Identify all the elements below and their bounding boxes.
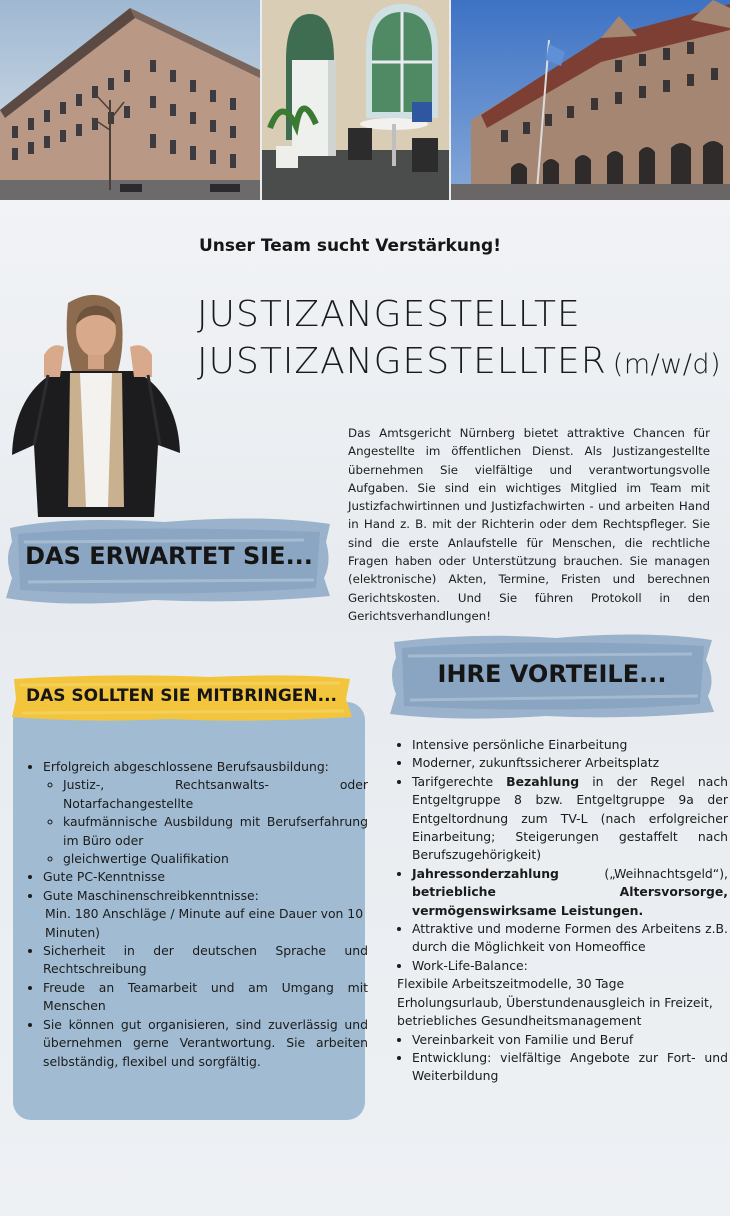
list-item: ◦ kaufmännische Ausbildung mit Berufserfahrung im Büro oder: [63, 813, 368, 850]
benefit-worklife: Work-Life-Balance:: [412, 957, 528, 973]
list-item: • Attraktive und moderne Formen des Arbeitens z.B. durch die Möglichkeit von Homeoffice: [412, 920, 728, 957]
expect-title: DAS ERWARTET SIE...: [25, 542, 313, 570]
benefits-banner: [386, 630, 718, 722]
list-item: [397, 957, 728, 1031]
benefit-text: in der Regel nach Entgeltgruppe 8 bzw. Entgeltgruppe 9a der Entgeltordnung zum TV-L (nach erfolgreicher Einarbeitung; Steigerungen gestaffelt nach Berufszugehörigkeit): [412, 773, 728, 863]
list-item: [43, 758, 368, 868]
benefit-text: („Weihnachtsgeld“),: [558, 865, 728, 881]
benefit-emphasis: Bezahlung: [506, 773, 580, 789]
intro-paragraph: Das Amtsgericht Nürnberg bietet attraktive Chancen für Angestellte im öffentlichen Dienst. Als Justizangestellte übernehmen Sie vielfältige und verantwortungsvolle Aufgaben. Sie sind ein wichtiges Mitglied im Team mit Justizfachwirtinnen und Justizfachwirten - und arbeiten Hand in Hand z. B. mit der Richterin oder dem Rechtspfleger. Sie sind die erste Anlaufstelle für Menschen, die rechtliche Fragen haben oder Unterstützung brauchen. Sie managen (elektronische) Akten, Termine, Fristen und berechnen Gerichtskosten. Und Sie führen Protokoll in den Gerichtsverhandlungen!: [348, 426, 710, 623]
requirements-list: [26, 758, 368, 1071]
list-item: • Entwicklung: vielfältige Angebote zur Fort- und Weiterbildung: [412, 1049, 728, 1086]
benefit-emphasis: betriebliche Altersvorsorge, vermögenswirksame Leistungen.: [412, 884, 728, 918]
job-title-line1: JUSTIZANGESTELLTE: [197, 294, 581, 335]
building-exterior-photo: [0, 0, 260, 200]
benefit-emphasis: Jahressonderzahlung: [412, 865, 559, 881]
employee-portrait: [8, 285, 186, 517]
list-item: [412, 865, 728, 920]
list-item: • Moderner, zukunftssicherer Arbeitsplatz: [412, 754, 728, 772]
requirements-header: [10, 673, 353, 723]
job-title-line2: [197, 341, 721, 382]
list-item: • Freude an Teamarbeit und am Umgang mit Menschen: [43, 979, 368, 1016]
list-item: • Vereinbarkeit von Familie und Beruf: [412, 1031, 728, 1049]
gender-suffix: (m/w/d): [612, 349, 722, 380]
typing-note: Min. 180 Anschläge / Minute auf eine Dauer von 10 Minuten): [45, 906, 364, 940]
list-item: • Gute PC-Kenntnisse: [43, 868, 368, 886]
worklife-note: Flexibile Arbeitszeitmodelle, 30 Tage Erholungsurlaub, Überstundenausgleich in Freizeit, betriebliches Gesundheitsmanagement: [397, 976, 713, 1029]
benefit-text: Tarifgerechte: [412, 773, 507, 789]
list-item: ◦ gleichwertige Qualifikation: [63, 850, 368, 868]
list-item: [43, 887, 368, 942]
requirement-training: Erfolgreich abgeschlossene Berufsausbildung:: [43, 759, 329, 774]
subheadline: Unser Team sucht Verstärkung!: [199, 236, 501, 256]
list-item: [412, 773, 728, 865]
courthouse-photo: [451, 0, 730, 200]
office-interior-photo: [262, 0, 449, 200]
list-item: • Sicherheit in der deutschen Sprache und Rechtschreibung: [43, 942, 368, 979]
list-item: • Sie können gut organisieren, sind zuverlässig und übernehmen gerne Verantwortung. Sie arbeiten selbständig, flexibel und sorgfältig.: [43, 1016, 368, 1071]
requirements-title: DAS SOLLTEN SIE MITBRINGEN...: [25, 686, 338, 706]
expect-banner: [4, 512, 334, 608]
benefits-title: IHRE VORTEILE...: [437, 660, 667, 688]
list-item: ◦ Justiz-, Rechtsanwalts- oder Notarfachangestellte: [63, 776, 368, 813]
training-sublist: [43, 776, 368, 868]
job-title-line2-text: JUSTIZANGESTELLTER: [197, 341, 607, 382]
list-item: • Intensive persönliche Einarbeitung: [412, 736, 728, 754]
benefits-list: [395, 736, 728, 1086]
requirement-typing: Gute Maschinenschreibkenntnisse:: [43, 887, 259, 903]
